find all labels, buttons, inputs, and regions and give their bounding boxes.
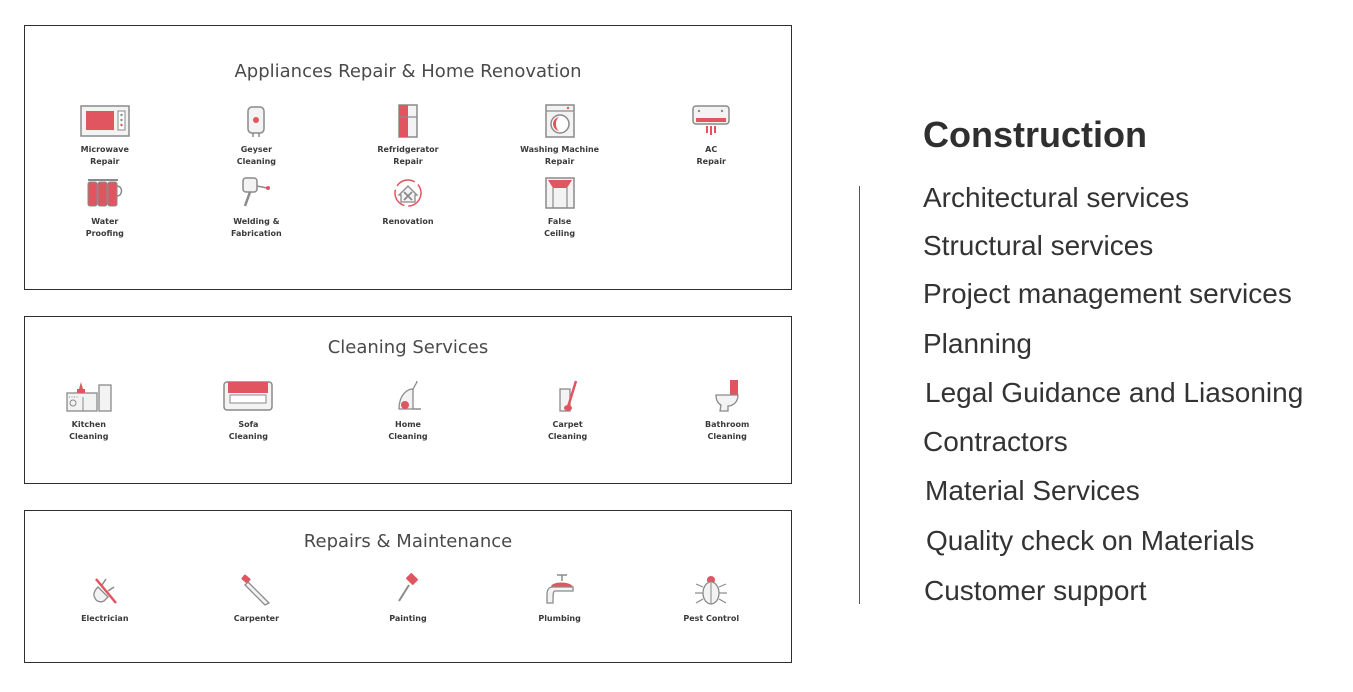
geyser-icon: [244, 102, 268, 140]
service-carpenter[interactable]: [181, 571, 333, 625]
plug-icon: [88, 571, 122, 609]
construction-item[interactable]: Quality check on Materials: [926, 525, 1255, 556]
service-label: Welding & Fabrication: [231, 217, 282, 238]
service-label: Painting: [389, 614, 427, 623]
service-label: Renovation: [382, 217, 434, 226]
microwave-icon: [80, 102, 130, 140]
sofa-icon: [222, 377, 274, 415]
service-label: Bathroom Cleaning: [705, 420, 750, 441]
service-label: Kitchen Cleaning: [69, 420, 109, 441]
appliances-title: Appliances Repair & Home Renovation: [234, 61, 582, 82]
service-bathroom-cleaning[interactable]: [647, 377, 807, 443]
false-ceiling-icon: [544, 174, 576, 212]
service-label: Plumbing: [538, 614, 581, 623]
construction-item[interactable]: Material Services: [925, 475, 1140, 506]
service-refrigerator-repair[interactable]: [332, 102, 484, 168]
saw-icon: [239, 571, 273, 609]
washing-machine-icon: [544, 102, 576, 140]
service-label: AC Repair: [696, 145, 726, 166]
construction-item[interactable]: Customer support: [924, 575, 1147, 606]
service-welding-fabrication[interactable]: [181, 174, 333, 240]
construction-item[interactable]: Project management services: [923, 278, 1292, 309]
cleaning-title: Cleaning Services: [327, 337, 489, 358]
appliances-panel: [24, 25, 792, 290]
service-label: Home Cleaning: [388, 420, 428, 441]
service-label: False Ceiling: [544, 217, 576, 238]
service-label: Pest Control: [683, 614, 740, 623]
carpet-cleaning-icon: [556, 377, 580, 415]
service-label: Refridgerator Repair: [377, 145, 439, 166]
vertical-divider: [859, 186, 860, 604]
paint-roller-icon: [393, 571, 423, 609]
service-washing-machine-repair[interactable]: [484, 102, 636, 168]
refrigerator-icon: [396, 102, 420, 140]
service-label: Geyser Cleaning: [236, 145, 277, 166]
service-home-cleaning[interactable]: [328, 377, 488, 443]
cleaning-panel: [24, 316, 792, 484]
construction-item[interactable]: Contractors: [923, 426, 1068, 457]
service-renovation[interactable]: [332, 174, 484, 240]
service-microwave-repair[interactable]: [29, 102, 181, 168]
construction-item[interactable]: Legal Guidance and Liasoning: [925, 377, 1304, 408]
repairs-panel: [24, 510, 792, 663]
welding-icon: [239, 174, 273, 212]
service-label: Washing Machine Repair: [520, 145, 600, 166]
kitchen-icon: [65, 377, 113, 415]
service-geyser-cleaning[interactable]: [181, 102, 333, 168]
construction-item[interactable]: Architectural services: [923, 182, 1190, 213]
service-false-ceiling[interactable]: [484, 174, 636, 240]
construction-item[interactable]: Planning: [923, 328, 1032, 359]
vacuum-icon: [393, 377, 423, 415]
tap-icon: [543, 571, 577, 609]
service-label: Sofa Cleaning: [228, 420, 269, 441]
cleaning-grid: [9, 377, 807, 443]
toilet-icon: [712, 377, 742, 415]
renovation-icon: [391, 174, 425, 212]
water-proofing-icon: [86, 174, 124, 212]
service-label: Electrician: [81, 614, 129, 623]
service-label: Water Proofing: [85, 217, 124, 238]
service-water-proofing[interactable]: [29, 174, 181, 240]
ac-icon: [691, 102, 731, 140]
service-carpet-cleaning[interactable]: [488, 377, 648, 443]
appliances-grid: [29, 102, 787, 240]
service-label: Microwave Repair: [80, 145, 129, 166]
repairs-title: Repairs & Maintenance: [303, 531, 513, 552]
service-label: Carpenter: [233, 614, 280, 623]
repairs-grid: [29, 571, 787, 625]
service-pest-control[interactable]: [635, 571, 787, 625]
service-kitchen-cleaning[interactable]: [9, 377, 169, 443]
bug-icon: [693, 571, 729, 609]
service-painting[interactable]: [332, 571, 484, 625]
service-label: Carpet Cleaning: [547, 420, 588, 441]
service-electrician[interactable]: [29, 571, 181, 625]
construction-title: Construction: [923, 114, 1147, 155]
service-plumbing[interactable]: [484, 571, 636, 625]
construction-item[interactable]: Structural services: [923, 230, 1154, 261]
service-sofa-cleaning[interactable]: [169, 377, 329, 443]
service-ac-repair[interactable]: [635, 102, 787, 168]
